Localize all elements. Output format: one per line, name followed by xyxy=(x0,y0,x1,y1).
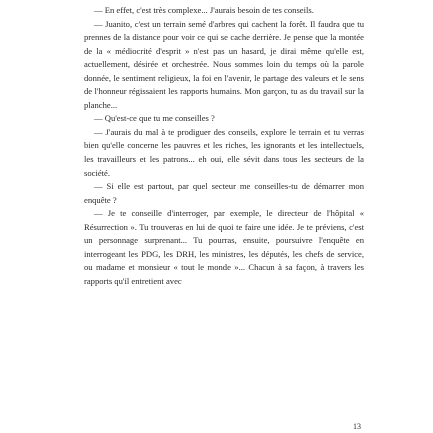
paragraph: — Si elle est partout, par quel secteur me conseilles-tu de démarrer mon enquête ? xyxy=(84,181,364,205)
paragraph: — En effet, c'est très complexe... J'aurais besoin de tes conseils. xyxy=(94,5,314,15)
page-number: 13 xyxy=(353,422,361,431)
paragraph: — Juanito, c'est un terrain semé d'arbres qui cachent la forêt. Il faudra que tu prennes de la distance pour voir ce qui se cache derrière. Je pense que la montée de la « médiocrité d'esprit » n'est pas un hasard, je dirai même qu'elle est, actuellement, désirée et orchestrée. Nous sommes loin du temps où la parole donnée, le sentiment religieux, la foi en l'avenir, le partage des valeurs et le sens de l'honneur régissaient les rapports humains. Mon garçon, tu as du travail sur la planche... xyxy=(84,18,364,110)
paragraph: — Je te conseille d'interroger, par exemple, le directeur de l'hôpital « Résurrection ». Tu trouveras en lui de quoi te faire une idée. Je te préviens, c'est un personnage surprenant... Tu pourras, ensuite, poursuivre l'enquête en interrogeant les PDG, les DRH, les ministres, les députés, les chefs de service, ou madame et monsieur « tout le monde »... Chacun à sa façon, à travers les rapports qu'il entretient avec xyxy=(84,208,364,286)
body-text xyxy=(84,4,364,288)
paragraph: — Qu'est-ce que tu me conseilles ? xyxy=(94,113,215,124)
paragraph: — J'aurais du mal à te prodiguer des conseils, explore le terrain et tu verras bien qu'elle concerne les pauvres et les riches, les ignorants et les intellectuels, les travailleurs et les patrons... eh oui, elle sévit dans tous les secteurs de la société. xyxy=(84,126,364,178)
